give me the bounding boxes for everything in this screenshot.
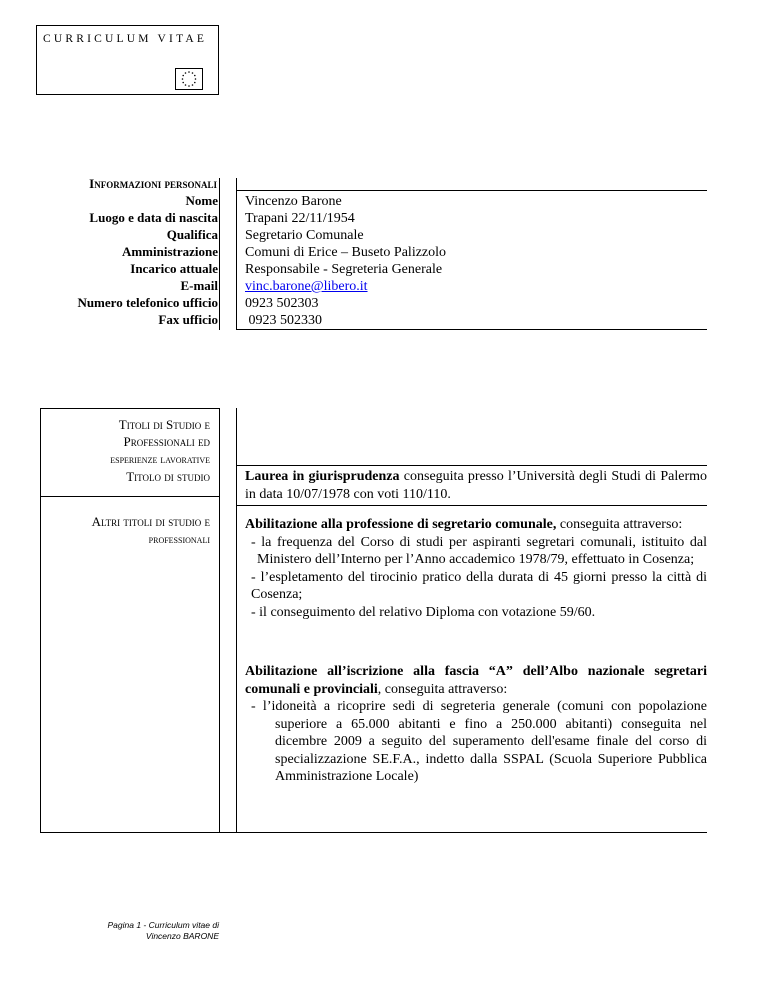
label-telefono: Numero telefonico ufficio (77, 295, 218, 310)
value-fax: 0923 502330 (245, 313, 322, 328)
degree-paragraph (245, 468, 707, 503)
abilitazione-1-title: Abilitazione alla professione di segretario comunale, (245, 517, 557, 532)
studies-title-3: esperienze lavorative (110, 452, 210, 466)
abilitazione-1-item: - l’espletamento del tirocinio pratico della durata di 45 giorni presso la città di Cosenza; (251, 569, 707, 602)
footer-line-1: Pagina 1 - Curriculum vitae di (107, 920, 219, 930)
eu-flag-icon (175, 68, 203, 90)
value-incarico: Responsabile - Segreteria Generale (245, 262, 443, 277)
value-nome: Vincenzo Barone (245, 194, 342, 209)
personal-section-title: Informazioni personali (89, 176, 217, 191)
abilitazione-1-item: - la frequenza del Corso di studi per aspiranti segretari comunali, istituito dal Ministero dell’Interno per l’Anno accademico 1978/79, effettuato in Cosenza; (251, 534, 707, 567)
label-nome: Nome (185, 193, 218, 208)
other-titles-label-2: professionali (148, 532, 210, 546)
email-link[interactable]: vinc.barone@libero.it (245, 279, 368, 294)
cv-title: CURRICULUM VITAE (43, 33, 208, 45)
page-footer (85, 920, 219, 942)
value-luogo-data: Trapani 22/11/1954 (245, 211, 355, 226)
label-email: E-mail (180, 278, 218, 293)
footer-line-2: Vincenzo BARONE (145, 931, 219, 941)
values-top-rule (237, 190, 707, 191)
left-rule (219, 178, 220, 330)
abilitazione-2-item: - l’idoneità a ricoprire sedi di segreteria generale (comuni con popolazione superiore a 65.000 abitanti e fino a 250.000 abitanti) conseguita nel dicembre 2009 a seguito del superamento dell'esame finale del corso di specializzazione SE.F.A., indetto dalla SSPAL (Scuola Superiore Pubblica Amministrazione Locale) (251, 699, 707, 784)
degree-label-rule (40, 496, 219, 497)
label-incarico: Incarico attuale (130, 261, 218, 276)
abilitazione-2-intro: , conseguita attraverso: (377, 681, 508, 697)
degree-title: Laurea in giurisprudenza (245, 469, 400, 484)
studies-right-rule (236, 408, 237, 833)
studies-title-2: Professionali ed (123, 434, 210, 449)
studies-title-1: Titoli di Studio e (118, 417, 210, 432)
label-luogo-data: Luogo e data di nascita (89, 210, 218, 225)
right-rule (236, 178, 237, 330)
abilitazione-1-paragraph (245, 516, 707, 621)
label-fax: Fax ufficio (158, 312, 218, 327)
value-amministrazione: Comuni di Erice – Buseto Palizzolo (245, 245, 447, 260)
abilitazione-2-title: Abilitazione all’iscrizione alla fascia “A” dell’Albo nazionale segretari comunali e provinciali (245, 664, 707, 697)
abilitazione-1-intro: conseguita attraverso: (556, 517, 683, 532)
label-qualifica: Qualifica (166, 227, 218, 242)
degree-details: conseguita presso l’Università degli Studi di Palermo in data 10/07/1978 con voti 110/110. (245, 469, 707, 502)
studies-left-rule (219, 408, 220, 833)
value-qualifica: Segretario Comunale (245, 228, 364, 243)
other-titles-label-1: Altri titoli di studio e (91, 514, 210, 529)
degree-top-rule (237, 465, 707, 466)
abilitazione-1-item: - il conseguimento del relativo Diploma con votazione 59/60. (251, 604, 596, 620)
degree-label: Titolo di studio (126, 469, 210, 484)
values-bottom-rule (237, 329, 707, 330)
studies-outer-left-rule (40, 408, 41, 833)
studies-bottom-rule (40, 832, 707, 833)
abilitazione-2-paragraph (245, 663, 707, 786)
studies-top-rule (40, 408, 219, 409)
label-amministrazione: Amministrazione (121, 244, 218, 259)
value-telefono: 0923 502303 (245, 296, 319, 311)
degree-bottom-rule (237, 505, 707, 506)
